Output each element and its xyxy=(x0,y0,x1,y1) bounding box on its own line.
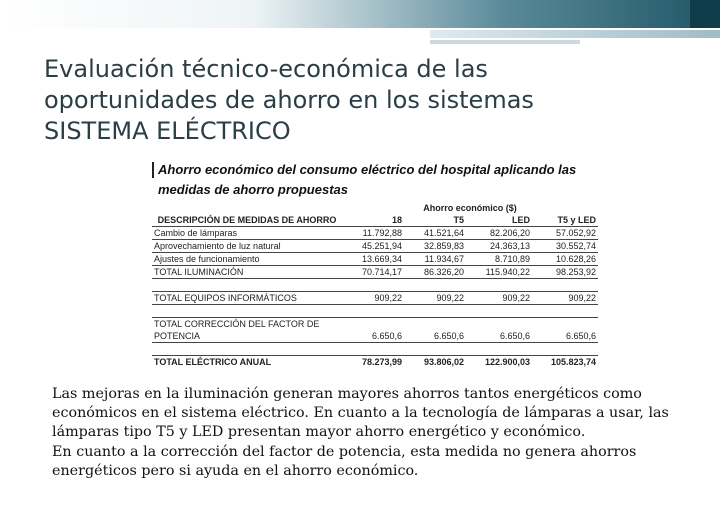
table-row xyxy=(152,240,598,253)
cell-value: 86.326,20 xyxy=(404,266,466,279)
column-header: T5 xyxy=(453,215,464,225)
table-row xyxy=(152,356,598,369)
cell-value: 10.628,26 xyxy=(532,253,598,266)
slide-title xyxy=(44,54,684,147)
row-label: Cambio de lámparas xyxy=(152,227,342,240)
column-header: T5 y LED xyxy=(557,215,596,225)
group-header: Ahorro económico ($) xyxy=(423,203,517,213)
cell-value: 6.650,6 xyxy=(499,331,530,341)
cell-value: 909,22 xyxy=(404,292,466,305)
cell-value: 909,22 xyxy=(466,292,532,305)
table-caption-line-1: Ahorro económico del consumo eléctrico del hospital aplicando las xyxy=(158,162,577,177)
cell-value: 41.521,64 xyxy=(404,227,466,240)
cell-value: 115.940,22 xyxy=(466,266,532,279)
text-cursor xyxy=(152,162,154,178)
slide-title-line-1: Evaluación técnico-económica de las xyxy=(44,55,488,83)
cell-value: 8.710,89 xyxy=(466,253,532,266)
cell-value: 909,22 xyxy=(342,292,404,305)
cell-value: 82.206,20 xyxy=(466,227,532,240)
header-stripe xyxy=(430,30,720,38)
table-row xyxy=(152,318,598,331)
cell-value: 11.934,67 xyxy=(404,253,466,266)
column-header-description: DESCRIPCIÓN DE MEDIDAS DE AHORRO xyxy=(157,215,337,225)
table-caption-line-2: medidas de ahorro propuestas xyxy=(158,182,348,197)
slide-title-line-2: oportunidades de ahorro en los sistemas xyxy=(44,86,534,114)
cell-value: 78.273,99 xyxy=(342,356,404,369)
paragraph: En cuanto a la corrección del factor de potencia, esta medida no genera ahorros energéticos pero si ayuda en el ahorro económico. xyxy=(52,444,637,479)
cell-value: 98.253,92 xyxy=(532,266,598,279)
row-label: TOTAL CORRECCIÓN DEL FACTOR DE xyxy=(152,318,342,331)
cell-value: 70.714,17 xyxy=(342,266,404,279)
cell-value: 93.806,02 xyxy=(404,356,466,369)
cell-value: 24.363,13 xyxy=(466,240,532,253)
row-label: TOTAL EQUIPOS INFORMÁTICOS xyxy=(152,292,342,305)
table-caption xyxy=(158,160,576,200)
row-label: TOTAL ILUMINACIÓN xyxy=(152,266,342,279)
header-accent-block xyxy=(690,0,720,28)
header-decoration xyxy=(0,0,720,46)
table-row xyxy=(152,253,598,266)
slide-title-line-3: SISTEMA ELÉCTRICO xyxy=(44,117,291,145)
row-label-continued: POTENCIA xyxy=(154,331,201,341)
cell-value: 909,22 xyxy=(532,292,598,305)
table-row xyxy=(152,266,598,279)
cell-value: 122.900,03 xyxy=(466,356,532,369)
table-row xyxy=(152,227,598,240)
header-thin-stripe xyxy=(430,40,580,44)
column-header: LED xyxy=(512,215,530,225)
cell-value: 13.669,34 xyxy=(342,253,404,266)
cell-value: 32.859,83 xyxy=(404,240,466,253)
row-label: TOTAL ELÉCTRICO ANUAL xyxy=(152,356,342,369)
body-text xyxy=(52,385,672,481)
savings-table xyxy=(152,202,598,368)
row-label: Ajustes de funcionamiento xyxy=(152,253,342,266)
table-row xyxy=(152,330,598,343)
savings-table-image xyxy=(152,158,600,374)
table-row xyxy=(152,292,598,305)
cell-value: 30.552,74 xyxy=(532,240,598,253)
cell-value: 105.823,74 xyxy=(532,356,598,369)
cell-value: 6.650,6 xyxy=(565,331,596,341)
cell-value: 6.650,6 xyxy=(371,331,402,341)
paragraph: Las mejoras en la iluminación generan mayores ahorros tantos energéticos como económicos en el sistema eléctrico. En cuanto a la tecnología de lámparas a usar, las lámparas tipo T5 y LED presentan mayor ahorro energético y económico. xyxy=(52,386,669,440)
column-header: 18 xyxy=(391,215,402,225)
cell-value: 11.792,88 xyxy=(342,227,404,240)
row-label: Aprovechamiento de luz natural xyxy=(152,240,342,253)
cell-value: 57.052,92 xyxy=(532,227,598,240)
cell-value: 6.650,6 xyxy=(433,331,464,341)
header-band xyxy=(0,0,720,28)
cell-value: 45.251,94 xyxy=(342,240,404,253)
